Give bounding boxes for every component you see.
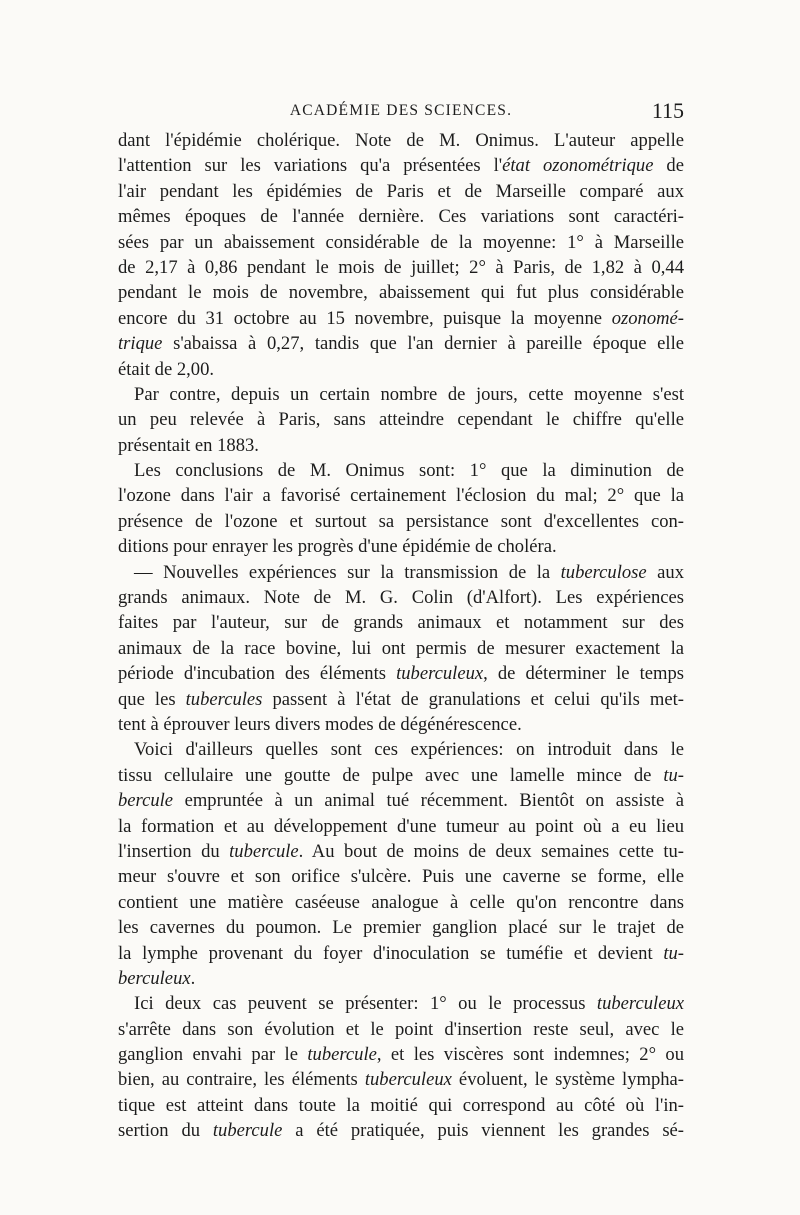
italic-text: tuberculeux — [596, 993, 684, 1015]
text-segment: mêmes époques de l'année dernière. Ces variations sont caractéri- — [118, 206, 684, 228]
text-line — [118, 280, 684, 305]
text-line — [118, 1042, 684, 1067]
text-line — [118, 204, 684, 229]
text-segment: s'arrête dans son évolution et le point d'insertion reste seul, avec le — [118, 1018, 684, 1040]
text-segment: s'abaissa à 0,27, tandis que l'an dernier à pareille époque elle — [162, 333, 684, 355]
text-line — [118, 458, 684, 483]
text-line — [118, 306, 684, 331]
italic-text: tuberculeux — [364, 1069, 452, 1091]
text-line — [118, 1118, 684, 1143]
text-segment: tissu cellulaire une goutte de pulpe avec une lamelle mince de — [118, 764, 664, 786]
text-line — [118, 610, 684, 635]
text-segment: empruntée à un animal tué récemment. Bientôt on assiste à — [173, 790, 684, 812]
text-segment: Voici d'ailleurs quelles sont ces expériences: on introduit dans le — [134, 739, 684, 761]
text-segment: pendant le mois de novembre, abaissement qui fut plus considérable — [118, 282, 684, 304]
italic-text: tubercule — [229, 840, 299, 862]
italic-text: trique — [118, 333, 163, 355]
text-line — [118, 839, 684, 864]
text-segment: la formation et au développement d'une tumeur au point où a eu lieu — [118, 815, 684, 837]
text-line — [118, 153, 684, 178]
text-line — [118, 1067, 684, 1092]
text-line — [118, 941, 684, 966]
text-line — [118, 661, 684, 686]
text-segment: , et les viscères sont indemnes; 2° ou — [376, 1044, 684, 1066]
text-segment: animaux de la race bovine, lui ont permis de mesurer exactement la — [118, 637, 684, 659]
text-segment: l'insertion du — [118, 840, 230, 862]
italic-text: tubercules — [185, 688, 263, 710]
text-segment: les cavernes du poumon. Le premier ganglion placé sur le trajet de — [118, 917, 684, 939]
text-segment: bien, au contraire, les éléments — [118, 1069, 365, 1091]
text-segment: l'ozone dans l'air a favorisé certainement l'éclosion du mal; 2° que la — [118, 485, 684, 507]
page-number: 115 — [651, 98, 684, 123]
text-segment: période d'incubation des éléments — [118, 663, 397, 685]
text-segment: tent à éprouver leurs divers modes de dégénérescence. — [118, 713, 522, 735]
text-line — [118, 1093, 684, 1118]
text-line — [118, 357, 684, 382]
text-segment: . Au bout de moins de deux semaines cette tu- — [298, 840, 684, 862]
text-segment: — Nouvelles expériences sur la transmission de la — [134, 561, 561, 583]
italic-text: tuberculose — [560, 561, 647, 583]
text-line — [118, 966, 684, 991]
text-line — [118, 864, 684, 889]
text-segment: ditions pour enrayer les progrès d'une épidémie de choléra. — [118, 536, 557, 558]
text-segment: l'air pendant les épidémies de Paris et de Marseille comparé aux — [118, 180, 684, 202]
body-text — [118, 128, 684, 1144]
italic-text: berculeux — [118, 967, 191, 989]
text-line — [118, 483, 684, 508]
italic-text: tu- — [663, 764, 684, 786]
text-segment: sertion du — [118, 1120, 213, 1142]
italic-text: tuberculeux — [396, 663, 484, 685]
text-segment: Les conclusions de M. Onimus sont: 1° que la diminution de — [134, 460, 684, 482]
text-segment: ganglion envahi par le — [118, 1044, 308, 1066]
text-line — [118, 687, 684, 712]
text-line — [118, 128, 684, 153]
text-segment: contient une matière caséeuse analogue à celle qu'on rencontre dans — [118, 891, 684, 913]
italic-text: tu- — [663, 942, 684, 964]
italic-text: ozonomé- — [611, 307, 684, 329]
text-line — [118, 255, 684, 280]
text-line — [118, 737, 684, 762]
text-segment: . — [190, 967, 196, 989]
text-line — [118, 636, 684, 661]
text-line — [118, 382, 684, 407]
running-head — [118, 98, 684, 128]
italic-text: bercule — [118, 790, 174, 812]
text-line — [118, 915, 684, 940]
text-segment: de — [653, 155, 684, 177]
text-segment: faites par l'auteur, sur de grands animaux et notamment sur des — [118, 612, 684, 634]
text-segment: de 2,17 à 0,86 pendant le mois de juillet; 2° à Paris, de 1,82 à 0,44 — [118, 256, 684, 278]
text-line — [118, 1017, 684, 1042]
text-line — [118, 433, 684, 458]
text-line — [118, 763, 684, 788]
text-segment: Par contre, depuis un certain nombre de jours, cette moyenne s'est — [134, 383, 684, 405]
text-line — [118, 331, 684, 356]
text-segment: présentait en 1883. — [118, 434, 259, 456]
text-segment: sées par un abaissement considérable de la moyenne: 1° à Marseille — [118, 231, 684, 253]
text-segment: l'attention sur les variations qu'a présentées l' — [118, 155, 503, 177]
text-segment: passent à l'état de granulations et celui qu'ils met- — [262, 688, 684, 710]
text-line — [118, 890, 684, 915]
text-segment: la lymphe provenant du foyer d'inoculation se tuméfie et devient — [118, 942, 664, 964]
text-segment: un peu relevée à Paris, sans atteindre cependant le chiffre qu'elle — [118, 409, 684, 431]
text-line — [118, 407, 684, 432]
text-segment: présence de l'ozone et surtout sa persistance sont d'excellentes con- — [118, 510, 684, 532]
text-segment: que les — [118, 688, 186, 710]
text-segment: grands animaux. Note de M. G. Colin (d'Alfort). Les expériences — [118, 587, 684, 609]
text-line — [118, 230, 684, 255]
text-line — [118, 814, 684, 839]
text-line — [118, 712, 684, 737]
text-line — [118, 585, 684, 610]
text-segment: dant l'épidémie cholérique. Note de M. Onimus. L'auteur appelle — [118, 130, 684, 151]
italic-text: tubercule — [307, 1044, 377, 1066]
running-title: ACADÉMIE DES SCIENCES. — [289, 102, 513, 119]
text-line — [118, 560, 684, 585]
italic-text: tubercule — [212, 1120, 283, 1142]
text-segment: Ici deux cas peuvent se présenter: 1° ou le processus — [134, 993, 597, 1015]
text-segment: a été pratiquée, puis viennent les grandes sé- — [282, 1120, 684, 1142]
italic-text: état ozonométrique — [502, 155, 654, 177]
text-line — [118, 788, 684, 813]
text-line — [118, 991, 684, 1016]
text-segment: tique est atteint dans toute la moitié qui correspond au côté où l'in- — [118, 1094, 684, 1116]
text-line — [118, 179, 684, 204]
text-segment: aux — [646, 561, 684, 583]
text-segment: , de déterminer le temps — [483, 663, 684, 685]
text-segment: était de 2,00. — [118, 358, 215, 380]
text-segment: meur s'ouvre et son orifice s'ulcère. Puis une caverne se forme, elle — [118, 866, 684, 888]
text-line — [118, 534, 684, 559]
text-segment: évoluent, le système lympha- — [451, 1069, 684, 1091]
text-line — [118, 509, 684, 534]
text-segment: encore du 31 octobre au 15 novembre, puisque la moyenne — [118, 307, 612, 329]
